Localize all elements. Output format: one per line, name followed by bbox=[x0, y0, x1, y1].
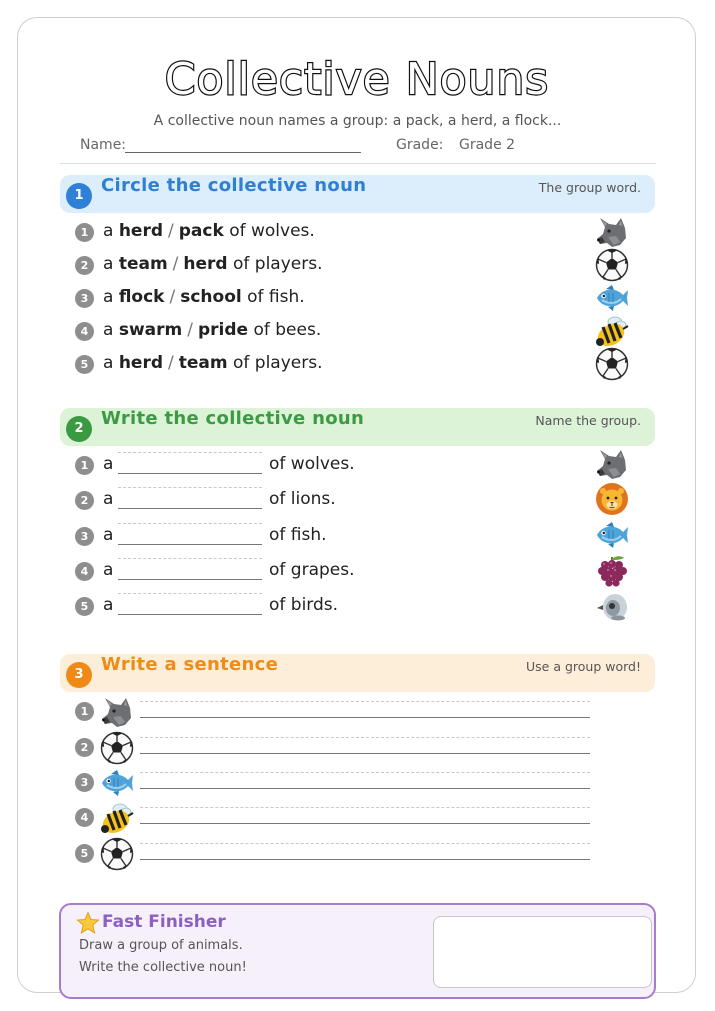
section-3-title: Write a sentence bbox=[101, 654, 279, 675]
article: a bbox=[103, 353, 114, 373]
section-1-title: Circle the collective noun bbox=[101, 175, 367, 196]
soccer-ball-icon bbox=[594, 346, 630, 382]
grade-label: Grade: bbox=[396, 137, 444, 153]
drawing-box[interactable] bbox=[433, 916, 652, 988]
name-line[interactable] bbox=[125, 152, 361, 153]
option-1[interactable]: flock bbox=[118, 287, 165, 307]
item-number: 4 bbox=[75, 562, 94, 581]
subtitle: A collective noun names a group: a pack, a herd, a flock... bbox=[153, 113, 562, 129]
item-number: 5 bbox=[75, 355, 94, 374]
name-label: Name: bbox=[80, 137, 127, 153]
article: a bbox=[103, 454, 114, 474]
item-number: 1 bbox=[75, 702, 94, 721]
fish-icon bbox=[594, 280, 630, 316]
item-number: 2 bbox=[75, 491, 94, 510]
bird-icon bbox=[594, 587, 630, 623]
answer-blank[interactable] bbox=[118, 554, 262, 580]
item-number: 5 bbox=[75, 597, 94, 616]
item-number: 2 bbox=[75, 738, 94, 757]
phrase-rest: of wolves. bbox=[269, 454, 355, 474]
article: a bbox=[103, 525, 114, 545]
phrase-rest: of fish. bbox=[269, 525, 327, 545]
fast-finisher-line-1: Draw a group of animals. bbox=[79, 938, 243, 953]
sentence-line[interactable] bbox=[140, 840, 590, 860]
sentence-line[interactable] bbox=[140, 804, 590, 824]
item-sentence bbox=[103, 254, 323, 274]
grapes-icon bbox=[594, 552, 630, 588]
option-1[interactable]: swarm bbox=[118, 320, 183, 340]
phrase-rest: of fish. bbox=[247, 287, 305, 307]
section-1-note: The group word. bbox=[538, 180, 641, 195]
option-2[interactable]: herd bbox=[183, 254, 228, 274]
option-2[interactable]: pride bbox=[197, 320, 249, 340]
article: a bbox=[103, 489, 114, 509]
star-icon bbox=[76, 911, 100, 935]
wolf-icon bbox=[594, 214, 630, 250]
divider bbox=[60, 163, 656, 164]
item-number: 2 bbox=[75, 256, 94, 275]
sentence-line[interactable] bbox=[140, 734, 590, 754]
soccer-ball-icon bbox=[594, 247, 630, 283]
item-sentence bbox=[103, 320, 321, 340]
grade-value: Grade 2 bbox=[459, 137, 516, 153]
item-number: 1 bbox=[75, 456, 94, 475]
slash: / bbox=[168, 221, 174, 241]
item-sentence bbox=[103, 221, 315, 241]
section-3-badge: 3 bbox=[66, 662, 92, 688]
article: a bbox=[103, 560, 114, 580]
item-sentence bbox=[103, 287, 305, 307]
section-1-badge: 1 bbox=[66, 183, 92, 209]
answer-blank[interactable] bbox=[118, 448, 262, 474]
section-2-note: Name the group. bbox=[535, 413, 641, 428]
phrase-rest: of grapes. bbox=[269, 560, 355, 580]
fish-icon bbox=[99, 765, 135, 801]
slash: / bbox=[172, 254, 179, 274]
phrase-rest: of players. bbox=[233, 353, 323, 373]
item-number: 3 bbox=[75, 527, 94, 546]
answer-blank[interactable] bbox=[118, 589, 262, 615]
section-2-header bbox=[60, 408, 655, 446]
section-3-header bbox=[60, 654, 655, 692]
item-number: 3 bbox=[75, 773, 94, 792]
item-number: 5 bbox=[75, 844, 94, 863]
item-number: 4 bbox=[75, 322, 94, 341]
phrase-rest: of players. bbox=[233, 254, 323, 274]
option-2[interactable]: pack bbox=[178, 221, 224, 241]
bee-icon bbox=[99, 800, 135, 836]
phrase-rest: of lions. bbox=[269, 489, 336, 509]
item-number: 3 bbox=[75, 289, 94, 308]
article: a bbox=[103, 320, 114, 340]
sentence-line[interactable] bbox=[140, 698, 590, 718]
section-3-note: Use a group word! bbox=[526, 659, 641, 674]
fast-finisher-title: Fast Finisher bbox=[102, 912, 226, 932]
phrase-rest: of wolves. bbox=[229, 221, 315, 241]
bee-icon bbox=[594, 313, 630, 349]
lion-icon bbox=[594, 481, 630, 517]
option-2[interactable]: school bbox=[180, 287, 242, 307]
option-1[interactable]: herd bbox=[118, 221, 164, 241]
slash: / bbox=[169, 287, 176, 307]
fast-finisher-box bbox=[59, 903, 656, 999]
fish-icon bbox=[594, 517, 630, 553]
option-1[interactable]: team bbox=[118, 254, 168, 274]
section-1-header bbox=[60, 175, 655, 213]
wolf-icon bbox=[594, 446, 630, 482]
section-2-title: Write the collective noun bbox=[101, 408, 365, 429]
name-grade-row bbox=[80, 137, 660, 157]
article: a bbox=[103, 221, 114, 241]
slash: / bbox=[168, 353, 174, 373]
fast-finisher-line-2: Write the collective noun! bbox=[79, 960, 247, 975]
phrase-rest: of birds. bbox=[269, 595, 339, 615]
soccer-ball-icon bbox=[99, 730, 135, 766]
item-number: 1 bbox=[75, 223, 94, 242]
article: a bbox=[103, 287, 114, 307]
item-sentence bbox=[103, 353, 323, 373]
worksheet-title bbox=[0, 38, 715, 112]
title-text: Collective Nouns bbox=[164, 54, 550, 105]
slash: / bbox=[187, 320, 193, 340]
soccer-ball-icon bbox=[99, 836, 135, 872]
option-1[interactable]: herd bbox=[118, 353, 164, 373]
section-2-badge: 2 bbox=[66, 416, 92, 442]
article: a bbox=[103, 254, 114, 274]
wolf-icon bbox=[99, 694, 135, 730]
answer-blank[interactable] bbox=[118, 519, 262, 545]
answer-blank[interactable] bbox=[118, 483, 262, 509]
phrase-rest: of bees. bbox=[253, 320, 322, 340]
sentence-line[interactable] bbox=[140, 769, 590, 789]
item-number: 4 bbox=[75, 808, 94, 827]
option-2[interactable]: team bbox=[178, 353, 228, 373]
article: a bbox=[103, 595, 114, 615]
